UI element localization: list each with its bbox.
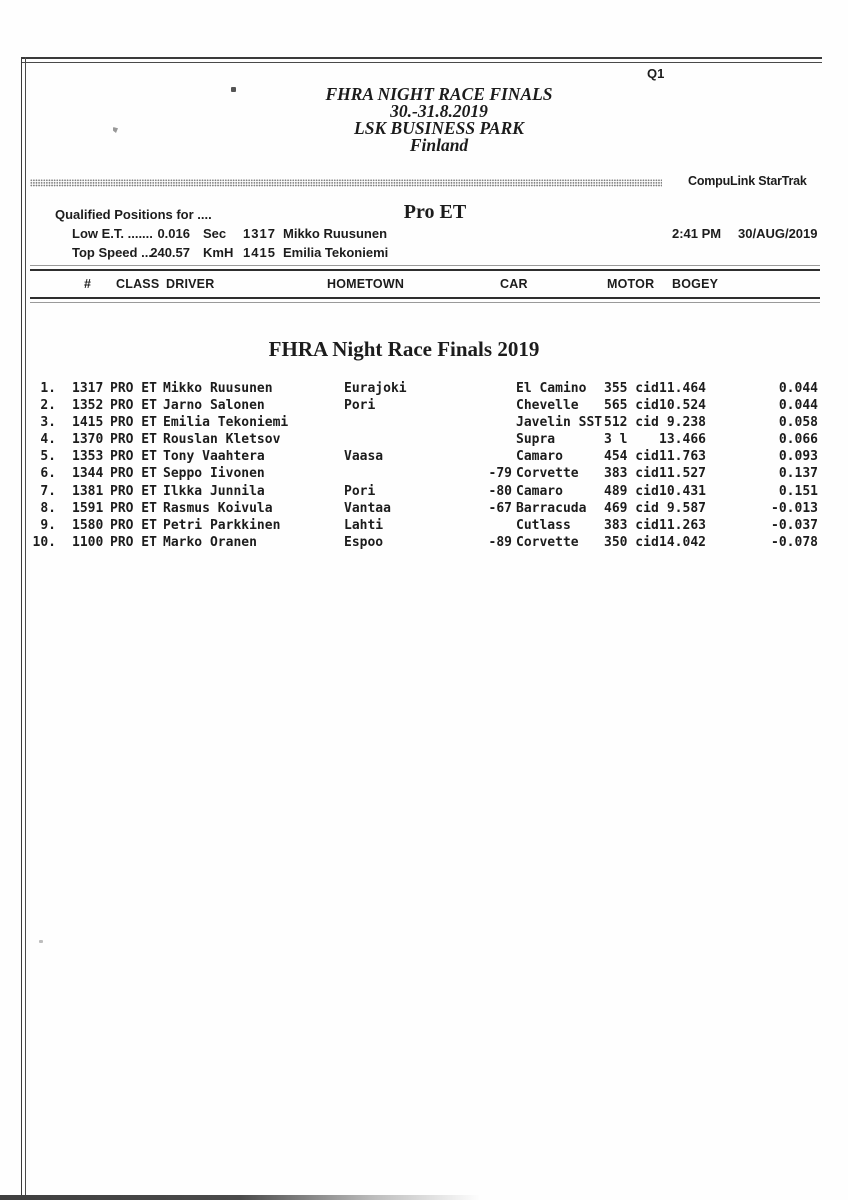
class-value: PRO ET [110,466,157,482]
driver-name: Seppo Iivonen [163,466,265,482]
bogey-value: 11.464 [659,381,706,396]
car-model: Camaro [516,449,563,465]
bogey-value: 11.527 [659,466,706,482]
top-speed-label: Top Speed ... [72,245,152,260]
dotted-separator [30,179,662,187]
hometown-value: Pori [344,483,376,499]
top-speed-unit: KmH [203,245,234,260]
bogey-value: 9.587 [666,500,706,516]
motor-value: 489 cid [604,483,659,499]
bogey-value: 10.524 [659,398,706,414]
header-rule-bottom [30,297,820,303]
row-position: 10. [32,534,56,550]
car-number: 1344 [72,466,104,482]
event-country: Finland [409,135,469,155]
header-rule-top [30,265,820,271]
header-motor: MOTOR [607,277,655,291]
hometown-value: Vantaa [344,500,391,516]
row-position: 4. [40,432,56,448]
header-class: CLASS [116,277,160,291]
motor-value: 383 cid [604,466,659,482]
table-header-row [0,277,848,294]
driver-name: Ilkka Junnila [163,483,265,499]
row-position: 9. [40,517,56,533]
car-model: El Camino [516,381,587,396]
event-title-block [30,86,848,154]
results-table-body [0,381,848,552]
print-date: 30/AUG/2019 [738,226,818,241]
driver-name: Mikko Ruusunen [163,381,273,396]
table-row [0,449,848,466]
motor-value: 565 cid [604,398,659,414]
hometown-value: Espoo [344,534,384,550]
car-number: 1352 [72,398,104,414]
branding-text: CompuLink StarTrak [688,174,807,188]
top-speed-line [0,245,848,262]
low-et-car-number: 1317 [243,226,276,241]
driver-name: Petri Parkkinen [163,517,281,533]
driver-name: Emilia Tekoniemi [163,415,289,431]
top-speed-car-number: 1415 [243,245,276,260]
class-value: PRO ET [110,381,157,396]
scan-edge-artifact [0,1195,480,1200]
driver-name: Rasmus Koivula [163,500,273,516]
row-position: 3. [40,415,56,431]
diff-value: 0.151 [778,483,818,499]
hometown-value: Lahti [344,517,384,533]
row-position: 7. [40,483,56,499]
car-number: 1415 [72,415,104,431]
bogey-value: 13.466 [659,432,706,448]
table-row [0,432,848,449]
diff-value: -0.013 [771,500,818,516]
session-label: Q1 [647,66,665,81]
motor-value: 512 cid [604,415,659,431]
header-bogey: BOGEY [672,277,719,291]
driver-name: Jarno Salonen [163,398,265,414]
driver-name: Rouslan Kletsov [163,432,281,448]
row-position: 6. [40,466,56,482]
motor-value: 383 cid [604,517,659,533]
row-position: 8. [40,500,56,516]
car-model: Cutlass [516,517,571,533]
print-time: 2:41 PM [672,226,722,241]
table-row [0,518,848,535]
class-value: PRO ET [110,432,157,448]
class-value: PRO ET [110,517,157,533]
driver-name: Marko Oranen [163,534,257,550]
header-car: CAR [500,277,528,291]
bogey-value: 14.042 [659,534,706,550]
event-dates: 30.-31.8.2019 [390,101,488,121]
top-speed-value: 240.57 [150,245,190,260]
bogey-value: 11.263 [659,517,706,533]
header-hometown: HOMETOWN [327,277,405,291]
car-number: 1381 [72,483,104,499]
motor-value: 469 cid [604,500,659,516]
car-model: Corvette [516,466,579,482]
diff-value: 0.066 [778,432,818,448]
class-value: PRO ET [110,449,157,465]
table-row [0,415,848,432]
diff-value: -0.037 [771,517,818,533]
table-row [0,381,848,398]
row-position: 1. [40,381,56,396]
class-value: PRO ET [110,398,157,414]
diff-value: 0.044 [778,398,818,414]
row-position: 5. [40,449,56,465]
bogey-value: 11.763 [659,449,706,465]
diff-value: 0.137 [778,466,818,482]
class-value: PRO ET [110,500,157,516]
car-number: 1370 [72,432,104,448]
scan-speck [231,87,236,92]
car-model: Corvette [516,534,579,550]
header-pos: # [84,277,92,291]
class-value: PRO ET [110,534,157,550]
motor-value: 350 cid [604,534,659,550]
top-speed-driver: Emilia Tekoniemi [283,245,389,260]
section-title: FHRA Night Race Finals 2019 [268,337,540,361]
car-number: 1317 [72,381,104,396]
motor-value: 3 l [604,432,628,448]
class-name: Pro ET [403,201,467,223]
bogey-value: 9.238 [666,415,706,431]
car-number: 1100 [72,534,104,550]
car-number: 1580 [72,517,104,533]
table-row [0,398,848,415]
diff-value: -0.078 [771,534,818,550]
table-row [0,484,848,501]
car-model: Supra [516,432,556,448]
table-row [0,466,848,483]
table-row [0,501,848,518]
class-value: PRO ET [110,483,157,499]
car-year: -67 [488,500,512,516]
car-model: Camaro [516,483,563,499]
diff-value: 0.093 [778,449,818,465]
car-model: Chevelle [516,398,579,414]
header-driver: DRIVER [166,277,215,291]
event-title: FHRA NIGHT RACE FINALS [325,84,553,104]
bogey-value: 10.431 [659,483,706,499]
driver-name: Tony Vaahtera [163,449,265,465]
car-year: -79 [488,466,512,482]
low-et-label: Low E.T. ....... [72,226,153,241]
car-number: 1353 [72,449,104,465]
hometown-value: Pori [344,398,376,414]
car-model: Javelin SST [516,415,603,431]
scan-speck [39,940,43,943]
motor-value: 355 cid [604,381,659,396]
hometown-value: Vaasa [344,449,384,465]
table-row [0,535,848,552]
low-et-unit: Sec [203,226,227,241]
qualified-positions-label: Qualified Positions for .... [55,207,212,222]
diff-value: 0.058 [778,415,818,431]
car-year: -89 [488,534,512,550]
row-position: 2. [40,398,56,414]
car-number: 1591 [72,500,104,516]
hometown-value: Eurajoki [344,381,407,396]
car-year: -80 [488,483,512,499]
low-et-driver: Mikko Ruusunen [283,226,388,241]
motor-value: 454 cid [604,449,659,465]
car-model: Barracuda [516,500,587,516]
diff-value: 0.044 [778,381,818,396]
low-et-value: 0.016 [157,226,190,241]
page-border-top [21,57,822,63]
event-venue: LSK BUSINESS PARK [354,118,524,138]
class-value: PRO ET [110,415,157,431]
low-et-line [0,226,848,243]
